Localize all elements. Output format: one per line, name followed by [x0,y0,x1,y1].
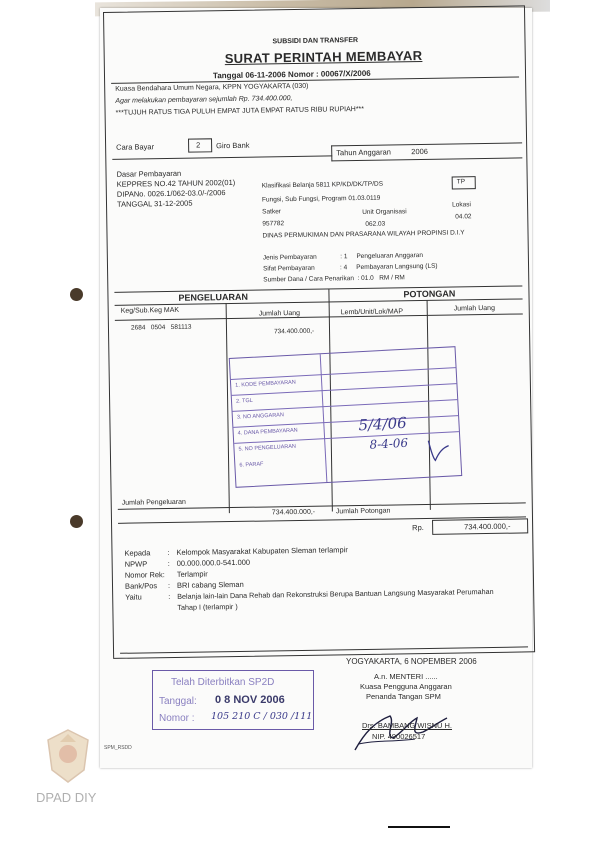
col-jumlah-uang: Jumlah Uang [258,309,301,318]
row-account-code: 2684 0504 581113 [130,323,192,332]
unit-organisasi-label: Unit Organisasi [362,208,407,216]
total-potongan-label: Jumlah Potongan [335,507,391,516]
form-title: SURAT PERINTAH MEMBAYAR [224,47,423,67]
kepada-value: Kelompok Masyarakat Kabupaten Sleman terlampir [176,545,348,557]
dasar-keppres: KEPPRES NO.42 TAHUN 2002(01) [116,177,236,189]
yaitu-value-line-2: Tahap I (terlampir ) [177,601,238,612]
yaitu-colon: : [168,592,171,602]
watermark-text: DPAD DIY [36,790,97,805]
cara-bayar-value: Giro Bank [216,140,250,151]
spm-form [103,5,535,659]
satker-value: 957782 [262,220,285,228]
amount-in-words: ***TUJUH RATUS TIGA PULUH EMPAT JUTA EMPAT RATUS RIBU RUPIAH*** [115,105,365,117]
sifat-pembayaran: Sifat Pembayaran : 4 Pembayaran Langsung (LS) [263,262,438,273]
rp-label: Rp. [412,523,424,533]
cara-bayar-label: Cara Bayar [116,142,155,152]
bottom-line-mark [388,826,450,828]
form-subtitle: SUBSIDI DAN TRANSFER [272,36,359,46]
total-pengeluaran-value: 734.400.000,- [271,508,316,517]
signer-nip: NIP. 490026517 [372,732,426,741]
satker-label: Satker [262,208,282,216]
bank-value: BRI cabang Sleman [176,579,244,590]
kepada-colon: : [167,548,170,558]
npwp-colon: : [167,559,170,569]
kuasa-pengguna-anggaran: Kuasa Pengguna Anggaran [360,682,452,691]
npwp-label: NPWP [124,559,148,569]
yaitu-label: Yaitu [125,592,142,602]
sp2d-tanggal-value: 0 8 NOV 2006 [215,694,285,706]
an-menteri: A.n. MENTERI ...... [374,672,438,681]
sp2d-nomor-value: 105 210 C / 030 /111 [211,711,313,722]
col-keg-mak: Keg/Sub.Keg MAK [120,306,180,315]
sumber-dana: Sumber Dana / Cara Penarikan : 01.0 RM / RM [263,274,405,284]
pengeluaran-header: PENGELUARAN [178,291,249,303]
punch-hole-top [70,288,83,301]
norek-value: Terlampir [176,569,208,579]
col-lemb-unit: Lemb/Unit/Lok/MAP [340,308,404,317]
yaitu-value-line-1: Belanja lain-lain Dana Rehab dan Rekonstruksi Berupa Bantuan Langsung Masyarakat Perumahan [177,586,494,601]
verification-stamp [229,346,462,488]
norek-label: Nomor Rek: [124,570,165,580]
bank-label: Bank/Pos [124,581,158,591]
sp2d-stamp-title: Telah Diterbitkan SP2D [171,677,275,688]
penanda-tangan-spm: Penanda Tangan SPM [366,692,441,701]
place-date: YOGYAKARTA, 6 NOPEMBER 2006 [346,657,477,666]
sp2d-tanggal-label: Tanggal: [159,696,197,707]
tahun-anggaran-value: 2006 [411,146,428,157]
lokasi-value: 04.02 [455,213,472,221]
stamp-row-3: 3. NO ANGGARAN [236,412,285,421]
kepada-label: Kepada [124,548,151,558]
rp-total-value: 734.400.000,- [464,521,511,532]
dpad-emblem-icon [44,728,92,784]
stamp-row-4: 4. DANA PEMBAYARAN [237,427,298,437]
paraf-signature-icon [424,435,456,467]
bank-colon: : [167,581,171,591]
dinas-name: DINAS PERMUKIMAN DAN PRASARANA WILAYAH PROPINSI D.I.Y [262,229,465,240]
signer-name: Drs. BAMBANG WISNU H. [362,721,453,730]
unit-organisasi-value: 062.03 [365,220,386,228]
stamp-row-5: 5. NO PENGELUARAN [238,443,297,453]
stamp-row-6: 6. PARAF [239,461,264,469]
stamp-row-2: 2. TGL [235,397,253,405]
sp2d-stamp [152,670,314,730]
punch-hole-bottom [70,515,83,528]
total-pengeluaran-label: Jumlah Pengeluaran [121,498,186,507]
jenis-pembayaran: Jenis Pembayaran : 1 Pengeluaran Anggaran [262,252,423,262]
fungsi-program: Fungsi, Sub Fungsi, Program 01.03.0119 [261,194,381,204]
klasifikasi-belanja: Klasifikasi Belanja 5811 KP/KD/DK/TP/DS [261,180,384,190]
npwp-value: 00.000.000.0-541.000 [176,557,251,568]
col-jumlah-uang-2: Jumlah Uang [453,304,496,313]
dasar-label: Dasar Pembayaran [116,168,182,179]
dasar-tanggal: TANGGAL 31-12-2005 [116,198,193,209]
tp-value: TP [456,178,466,186]
form-code: SPM_RSDD [104,745,132,751]
form-date-number: Tanggal 06-11-2006 Nomor : 00067/X/2006 [212,68,371,81]
sp2d-nomor-label: Nomor : [159,713,195,724]
addressee-line-2: Agar melakukan pembayaran sejumlah Rp. 734.400.000, [115,95,293,105]
tahun-anggaran-label: Tahun Anggaran [336,147,391,158]
addressee-line-1: Kuasa Bendahara Umum Negara, KPPN YOGYAKARTA (030) [115,82,309,93]
stamp-handwriting-1: 5/4/06 [357,413,408,435]
cara-bayar-code: 2 [196,140,201,150]
dasar-dipa: DIPANo. 0026.1/062-03.0/-/2006 [116,188,226,199]
potongan-header: POTONGAN [403,288,456,300]
stamp-row-1: 1. KODE PEMBAYARAN [235,379,296,389]
row-amount: 734.400.000,- [273,327,315,336]
lokasi-label: Lokasi [452,201,471,209]
stamp-handwriting-2: 8-4-06 [369,435,409,452]
